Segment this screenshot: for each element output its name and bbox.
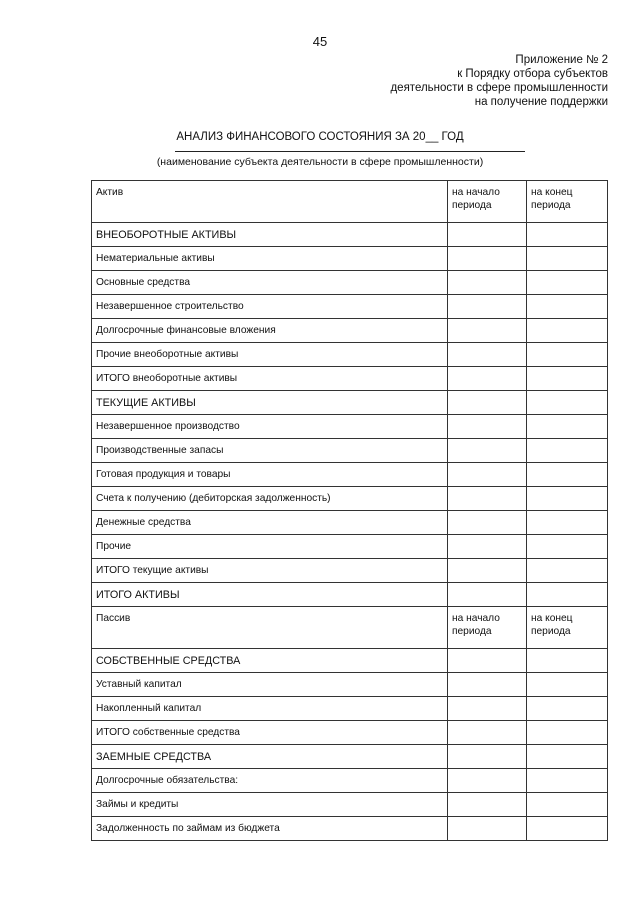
row-label: Незавершенное строительство xyxy=(92,295,448,319)
appendix-line: деятельности в сфере промышленности xyxy=(390,82,608,94)
period-end-cell[interactable] xyxy=(527,535,608,559)
table-row xyxy=(92,817,608,841)
table-row xyxy=(92,391,608,415)
period-end-cell[interactable] xyxy=(527,367,608,391)
period-end-cell[interactable] xyxy=(527,463,608,487)
table-row xyxy=(92,343,608,367)
row-label: СОБСТВЕННЫЕ СРЕДСТВА xyxy=(92,649,448,673)
period-end-cell[interactable] xyxy=(527,295,608,319)
period-start-header: на начало периода xyxy=(448,607,527,649)
table-row xyxy=(92,463,608,487)
liabilities-header-row xyxy=(92,607,608,649)
table-row xyxy=(92,583,608,607)
subject-name-caption: (наименование субъекта деятельности в сфере промышленности) xyxy=(156,156,484,168)
table-row xyxy=(92,745,608,769)
row-label: Долгосрочные финансовые вложения xyxy=(92,319,448,343)
row-label: ИТОГО текущие активы xyxy=(92,559,448,583)
row-label: Основные средства xyxy=(92,271,448,295)
row-label: Готовая продукция и товары xyxy=(92,463,448,487)
period-start-cell[interactable] xyxy=(448,559,527,583)
period-start-cell[interactable] xyxy=(448,793,527,817)
appendix-line: на получение поддержки xyxy=(474,96,608,108)
row-label: Задолженность по займам из бюджета xyxy=(92,817,448,841)
period-end-cell[interactable] xyxy=(527,793,608,817)
period-start-cell[interactable] xyxy=(448,649,527,673)
row-label: ТЕКУЩИЕ АКТИВЫ xyxy=(92,391,448,415)
period-end-cell[interactable] xyxy=(527,817,608,841)
period-start-cell[interactable] xyxy=(448,223,527,247)
table-row xyxy=(92,721,608,745)
table-row xyxy=(92,247,608,271)
row-label: ИТОГО АКТИВЫ xyxy=(92,583,448,607)
row-label: Счета к получению (дебиторская задолженность) xyxy=(92,487,448,511)
table-row xyxy=(92,223,608,247)
period-end-cell[interactable] xyxy=(527,583,608,607)
period-end-cell[interactable] xyxy=(527,391,608,415)
appendix-reference xyxy=(390,53,608,109)
table-row xyxy=(92,295,608,319)
period-end-cell[interactable] xyxy=(527,487,608,511)
period-start-cell[interactable] xyxy=(448,367,527,391)
document-title: АНАЛИЗ ФИНАНСОВОГО СОСТОЯНИЯ ЗА 20__ ГОД xyxy=(176,131,464,143)
period-end-cell[interactable] xyxy=(527,559,608,583)
period-end-cell[interactable] xyxy=(527,745,608,769)
table-row xyxy=(92,319,608,343)
period-end-header: на конец периода xyxy=(527,607,608,649)
period-end-cell[interactable] xyxy=(527,673,608,697)
period-end-header: на конец периода xyxy=(527,181,608,223)
period-start-cell[interactable] xyxy=(448,247,527,271)
row-label: ЗАЕМНЫЕ СРЕДСТВА xyxy=(92,745,448,769)
period-end-cell[interactable] xyxy=(527,271,608,295)
period-end-cell[interactable] xyxy=(527,439,608,463)
period-start-cell[interactable] xyxy=(448,769,527,793)
period-start-cell[interactable] xyxy=(448,391,527,415)
period-start-cell[interactable] xyxy=(448,295,527,319)
period-end-cell[interactable] xyxy=(527,343,608,367)
row-label: Прочие xyxy=(92,535,448,559)
period-start-cell[interactable] xyxy=(448,673,527,697)
period-start-cell[interactable] xyxy=(448,817,527,841)
period-start-cell[interactable] xyxy=(448,463,527,487)
financial-analysis-table xyxy=(91,180,608,841)
period-start-cell[interactable] xyxy=(448,439,527,463)
appendix-line: Приложение № 2 xyxy=(515,54,608,66)
period-start-cell[interactable] xyxy=(448,343,527,367)
row-label: Долгосрочные обязательства: xyxy=(92,769,448,793)
table-row xyxy=(92,511,608,535)
assets-header-cell: Актив xyxy=(92,181,448,223)
period-end-cell[interactable] xyxy=(527,223,608,247)
table-row xyxy=(92,535,608,559)
period-end-cell[interactable] xyxy=(527,415,608,439)
period-end-cell[interactable] xyxy=(527,697,608,721)
table-row xyxy=(92,649,608,673)
row-label: Незавершенное производство xyxy=(92,415,448,439)
period-end-cell[interactable] xyxy=(527,649,608,673)
table-row xyxy=(92,415,608,439)
period-start-header: на начало периода xyxy=(448,181,527,223)
period-start-cell[interactable] xyxy=(448,271,527,295)
period-end-cell[interactable] xyxy=(527,511,608,535)
table-row xyxy=(92,367,608,391)
row-label: Прочие внеоборотные активы xyxy=(92,343,448,367)
table-row xyxy=(92,697,608,721)
period-start-cell[interactable] xyxy=(448,535,527,559)
table-row xyxy=(92,271,608,295)
row-label: Производственные запасы xyxy=(92,439,448,463)
table-row xyxy=(92,439,608,463)
row-label: Денежные средства xyxy=(92,511,448,535)
assets-header-row xyxy=(92,181,608,223)
table-row xyxy=(92,769,608,793)
table-row xyxy=(92,793,608,817)
period-end-cell[interactable] xyxy=(527,721,608,745)
period-start-cell[interactable] xyxy=(448,583,527,607)
table-row xyxy=(92,487,608,511)
period-end-cell[interactable] xyxy=(527,769,608,793)
row-label: ИТОГО внеоборотные активы xyxy=(92,367,448,391)
row-label: ВНЕОБОРОТНЫЕ АКТИВЫ xyxy=(92,223,448,247)
row-label: ИТОГО собственные средства xyxy=(92,721,448,745)
row-label: Нематериальные активы xyxy=(92,247,448,271)
period-start-cell[interactable] xyxy=(448,721,527,745)
appendix-line: к Порядку отбора субъектов xyxy=(457,68,608,80)
row-label: Уставный капитал xyxy=(92,673,448,697)
period-start-cell[interactable] xyxy=(448,415,527,439)
table-row xyxy=(92,559,608,583)
period-end-cell[interactable] xyxy=(527,319,608,343)
table-row xyxy=(92,673,608,697)
period-start-cell[interactable] xyxy=(448,697,527,721)
period-start-cell[interactable] xyxy=(448,745,527,769)
period-end-cell[interactable] xyxy=(527,247,608,271)
liabilities-header-cell: Пассив xyxy=(92,607,448,649)
subject-name-line[interactable] xyxy=(175,151,525,152)
row-label: Накопленный капитал xyxy=(92,697,448,721)
period-start-cell[interactable] xyxy=(448,487,527,511)
page-number: 45 xyxy=(312,34,328,49)
row-label: Займы и кредиты xyxy=(92,793,448,817)
period-start-cell[interactable] xyxy=(448,319,527,343)
period-start-cell[interactable] xyxy=(448,511,527,535)
